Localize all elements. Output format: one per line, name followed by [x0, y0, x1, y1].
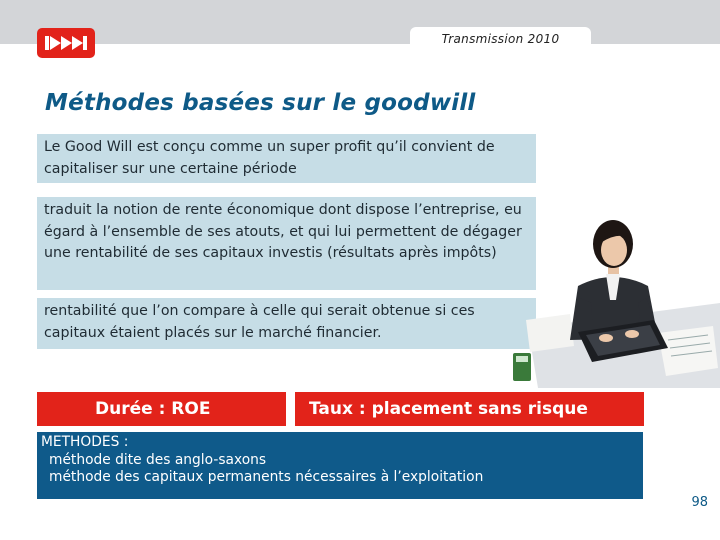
fast-forward-logo-icon — [37, 28, 95, 58]
slide-title: Méthodes basées sur le goodwill — [45, 90, 476, 116]
comparison-box: rentabilité que l’on compare à celle qui serait obtenue si ces capitaux étaient placés sur le marché financier. — [37, 298, 536, 349]
duree-roe-bar: Durée : ROE — [37, 392, 286, 426]
top-band — [0, 0, 720, 44]
page-number: 98 — [691, 495, 708, 510]
methodes-heading: METHODES : — [41, 434, 129, 450]
methodes-box — [37, 432, 643, 499]
header-tab: Transmission 2010 — [410, 27, 591, 51]
methode-item: méthode des capitaux permanents nécessaires à l’exploitation — [49, 469, 484, 485]
economic-rent-box: traduit la notion de rente économique dont dispose l’entreprise, eu égard à l’ensemble de ses atouts, et qui lui permettent de dégager une rentabilité de ses capitaux investis (résultats après impôts) — [37, 197, 536, 290]
methode-item: méthode dite des anglo-saxons — [49, 451, 267, 468]
businesswoman-at-laptop-image — [508, 208, 720, 388]
taux-placement-bar: Taux : placement sans risque — [295, 392, 644, 426]
definition-box: Le Good Will est conçu comme un super profit qu’il convient de capitaliser sur une certaine période — [37, 134, 536, 183]
